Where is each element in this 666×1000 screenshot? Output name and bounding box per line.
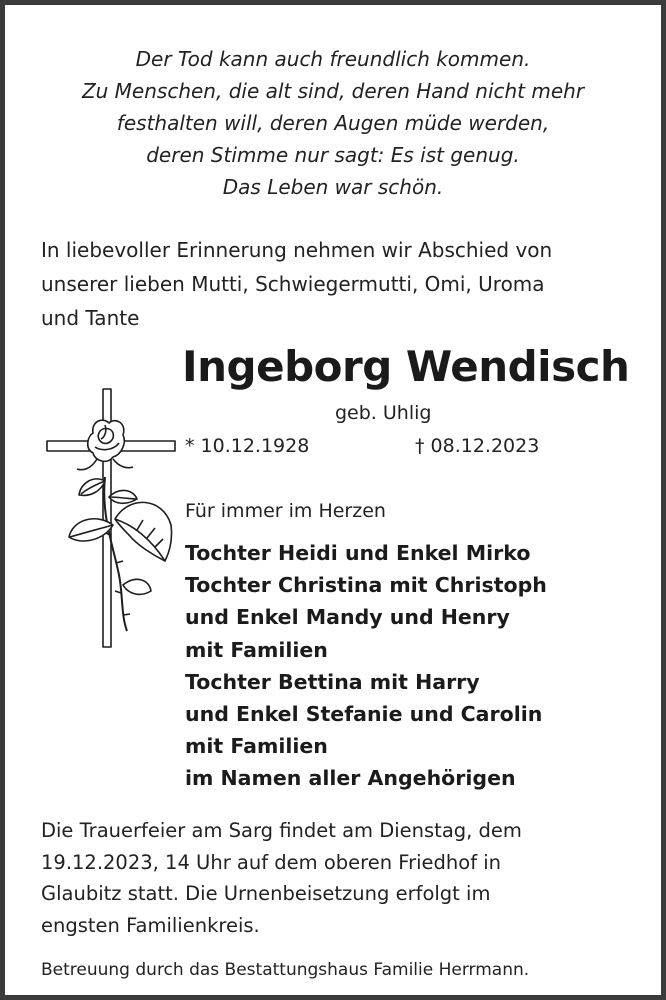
funeral-line: 19.12.2023, 14 Uhr auf dem oberen Friedhof in	[41, 850, 502, 874]
intro-line: und Tante	[41, 306, 140, 330]
poem-line: Das Leben war schön.	[222, 175, 444, 199]
mourner-line: und Enkel Mandy und Henry	[185, 605, 510, 630]
intro-line: unserer lieben Mutti, Schwiegermutti, Omi, Uroma	[41, 272, 545, 296]
death-date: † 08.12.2023	[415, 435, 540, 457]
birth-name: geb. Uhlig	[335, 402, 432, 424]
poem-line: festhalten will, deren Augen müde werden,	[116, 111, 550, 135]
mourner-line: mit Familien	[185, 734, 328, 759]
memorial-poem	[5, 43, 661, 203]
mourner-line: mit Familien	[185, 637, 328, 662]
cross-with-rose-icon	[43, 385, 178, 650]
mourner-line: Tochter Heidi und Enkel Mirko	[185, 541, 531, 565]
funeral-line: Die Trauerfeier am Sarg findet am Dienstag, dem	[41, 819, 522, 842]
mourner-line: Tochter Christina mit Christoph	[185, 573, 547, 598]
mourner-line: Tochter Bettina mit Harry	[185, 669, 480, 694]
mourner-line: im Namen aller Angehörigen	[185, 766, 516, 791]
poem-line: deren Stimme nur sagt: Es ist genug.	[146, 143, 520, 167]
funeral-home-note: Betreuung durch das Bestattungshaus Familie Herrmann.	[41, 960, 530, 980]
deceased-name: Ingeborg Wendisch	[182, 342, 630, 391]
mourner-line: und Enkel Stefanie und Carolin	[185, 702, 543, 727]
funeral-line: engsten Familienkreis.	[41, 913, 260, 937]
funeral-line: Glaubitz statt. Die Urnenbeisetzung erfolgt im	[41, 882, 491, 905]
funeral-details	[41, 815, 651, 941]
intro-line: In liebevoller Erinnerung nehmen wir Abschied von	[41, 238, 553, 262]
mourners-list	[185, 537, 547, 795]
intro-text	[41, 233, 641, 335]
poem-line: Der Tod kann auch freundlich kommen.	[135, 47, 531, 71]
motto: Für immer im Herzen	[185, 500, 386, 522]
poem-line: Zu Menschen, die alt sind, deren Hand nicht mehr	[81, 79, 585, 103]
birth-date: * 10.12.1928	[185, 435, 310, 457]
